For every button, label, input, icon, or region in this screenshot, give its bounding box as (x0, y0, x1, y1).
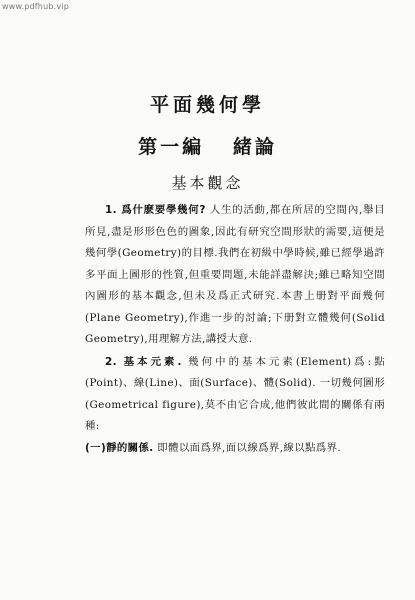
chapter-title: 第一編 緒論 (138, 136, 277, 158)
paragraph-1-text: 人生的活動,都在所居的空間內,舉目所見,盡是形形色色的圖象,因此有研究空間形狀的需要,這便是幾何學(Geometry)的目標.我們在初級中學時候,雖已經學過許多平面上圖形的性質,但重要問題,未能詳盡解決;雖已略知空間內圖形的基本觀念,但未及爲正式研究.本書上册對平面幾何(Plane Geometry),作進一步的討論;下册對立體幾何(Solid Geometry),用理解方法,講授大意. (85, 204, 385, 345)
list-item-static-relation (85, 438, 385, 460)
list-item-heading: (一)靜的關係. (85, 441, 154, 454)
paragraph-1 (85, 200, 385, 351)
paragraph-2 (85, 352, 385, 438)
watermark: www.pdfhub.vip (2, 2, 70, 11)
section-title: 基本觀念 (171, 174, 244, 192)
paragraph-2-text: 幾何中的基本元素(Element)爲:點(Point)、線(Line)、面(Surface)、體(Solid). 一切幾何圖形(Geometrical figure),莫不由它合成,他們彼此間的關係有兩種: (85, 355, 385, 432)
body-text (85, 200, 385, 459)
paragraph-1-heading: 1. 爲什麽要學幾何? (105, 204, 206, 216)
list-item-text: 即體以面爲界,面以線爲界,線以點爲界. (153, 441, 342, 454)
book-title: 平面幾何學 (149, 94, 265, 116)
paragraph-2-heading: 2. 基本元素. (105, 355, 182, 368)
